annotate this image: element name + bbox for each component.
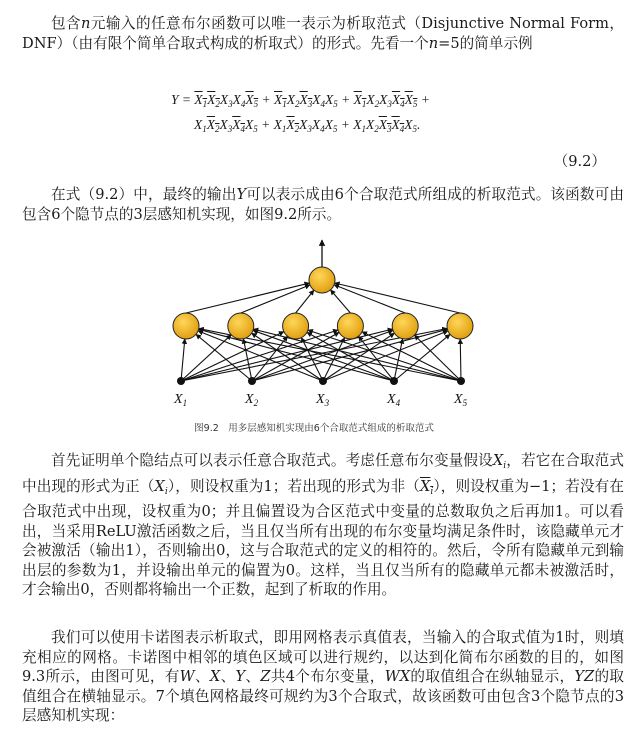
edge-input-5-hidden-6	[460, 339, 461, 381]
hidden-node-6	[447, 313, 473, 339]
input-label-1: $X_1$	[174, 392, 188, 408]
input-node-2	[248, 377, 256, 385]
input-node-4	[390, 377, 398, 385]
hidden-node-1	[173, 313, 199, 339]
equation-number: （9.2）	[553, 153, 606, 170]
proof-paragraph: 首先证明单个隐结点可以表示任意合取范式。考虑任意布尔变量假设$X_i$，若它在合取范式中出现的形式为正$(X_i)$，则设权重为1；若出现的形式为非$(X_i)$，则设权重为−1；若没有在合取范式中出现，设权重为0；并且偏置设为合区范式中变量的总数取负之后再加1。可以看出，当采用ReLU激活函数之后，当且仅当所有出现的布尔变量均满足条件时，该隐藏单元才会被激活（输出1），否则输出0，这与合取范式的定义的相符的。然后，令所有隐藏单元到输出层的参数为1，并设输出单元的偏置为0。这样，当且仅当所有的隐藏单元都未被激活时，才会输出0，否则都将输出一个正数，起到了析取的作用。	[22, 452, 624, 598]
intro-paragraph: 包含n元输入的任意布尔函数可以唯一表示为析取范式（Disjunctive Normal Form，DNF）（由有限个简单合取式构成的析取式）的形式。先看一个n=5的简单示例	[22, 15, 624, 52]
input-node-1	[177, 377, 185, 385]
input-label-4: $X_4$	[387, 392, 401, 408]
input-label-2: $X_2$	[245, 392, 259, 408]
karnaugh-paragraph: 我们可以使用卡诺图表示析取式，即用网格表示真值表，当输入的合取式值为1时，则填充相应的网格。卡诺图中相邻的填色区域可以进行规约，以达到化简布尔函数的目的，如图9.3所示，由图可见，有W、X、Y、Z共4个布尔变量，WX的取值组合在纵轴显示，YZ的取值组合在横轴显示。7个填色网格最终可规约为3个合取式，故该函数可由包含3个隐节点的3层感知机实现：	[22, 629, 624, 724]
edge-input-5-hidden-3	[308, 330, 461, 381]
edge-hidden-6-output	[335, 283, 460, 313]
hidden-node-2	[228, 313, 254, 339]
hidden-node-4	[337, 313, 363, 339]
output-node	[309, 267, 335, 293]
figure-caption: 图9.2 用多层感知机实现由6个合取范式组成的析取范式	[194, 423, 434, 434]
input-label-5: $X_5$	[454, 392, 468, 408]
edge-hidden-4-output	[330, 290, 350, 313]
input-label-3: $X_3$	[316, 392, 330, 408]
edge-hidden-5-output	[334, 285, 405, 313]
input-node-5	[457, 377, 465, 385]
edge-input-1-hidden-1	[181, 339, 185, 381]
input-node-3	[319, 377, 327, 385]
hidden-node-3	[283, 313, 309, 339]
hidden-node-5	[392, 313, 418, 339]
dnf-explanation-paragraph: 在式（9.2）中，最终的输出Y可以表示成由6个合取范式所组成的析取范式。该函数可由包含6个隐节点的3层感知机实现，如图9.2所示。	[22, 186, 624, 223]
formula-lhs: Y =	[171, 92, 191, 107]
edge-input-1-hidden-3	[181, 332, 284, 381]
edge-hidden-3-output	[296, 290, 314, 313]
edge-hidden-1-output	[186, 283, 309, 313]
